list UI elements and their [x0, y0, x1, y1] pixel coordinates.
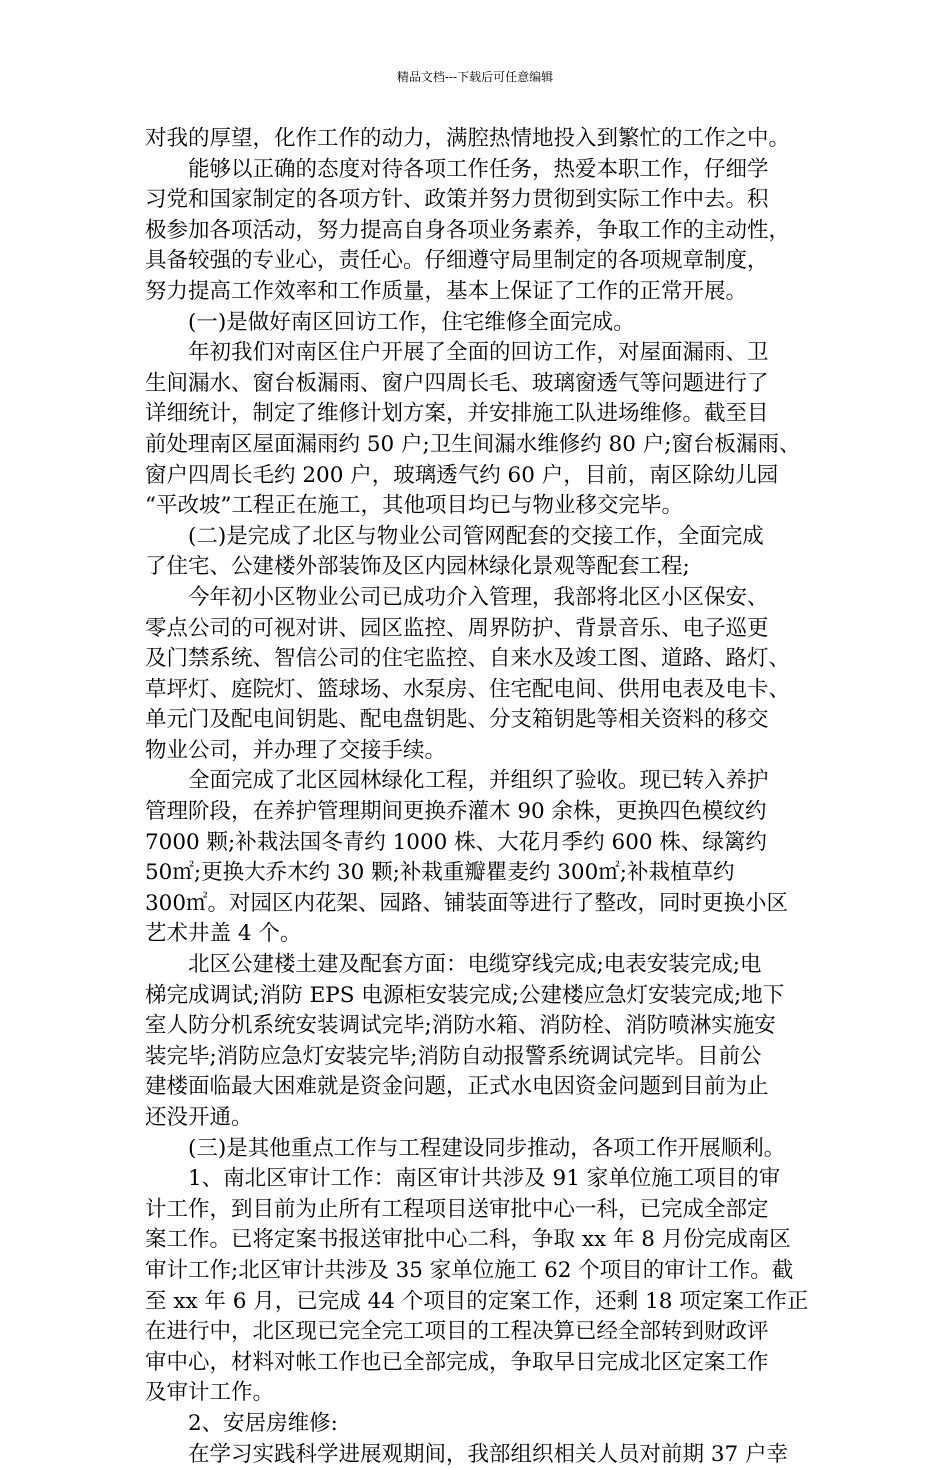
document-body — [145, 124, 813, 1470]
text-line: 至 xx 年 6 月，已完成 44 个项目的定案工作，还剩 18 项定案工作正 — [145, 1288, 809, 1314]
text-line: 草坪灯、庭院灯、篮球场、水泵房、住宅配电间、供用电表及电卡、 — [145, 676, 791, 702]
text-line: 能够以正确的态度对待各项工作任务，热爱本职工作，仔细学 — [188, 156, 769, 182]
text-line: 今年初小区物业公司已成功介入管理，我部将北区小区保安、 — [188, 584, 769, 610]
text-line: 极参加各项活动，努力提高自身各项业务素养，争取工作的主动性， — [145, 217, 791, 243]
text-line: 在学习实践科学进展观期间，我部组织相关人员对前期 37 户幸 — [188, 1441, 789, 1467]
text-line: 了住宅、公建楼外部装饰及区内园林绿化景观等配套工程; — [145, 554, 690, 580]
text-line: 艺术井盖 4 个。 — [145, 921, 302, 947]
text-line: 零点公司的可视对讲、园区监控、周界防护、背景音乐、电子巡更 — [145, 615, 769, 641]
text-line: 2、安居房维修: — [188, 1410, 338, 1436]
text-line: 北区公建楼土建及配套方面：电缆穿线完成;电表安装完成;电 — [188, 952, 762, 978]
text-line: 详细统计，制定了维修计划方案，并安排施工队进场维修。截至目 — [145, 401, 769, 427]
text-line: 全面完成了北区园林绿化工程，并组织了验收。现已转入养护 — [188, 768, 769, 794]
text-line: 案工作。已将定案书报送审批中心二科，争取 xx 年 8 月份完成南区 — [145, 1227, 791, 1253]
text-line: 装完毕;消防应急灯安装完毕;消防自动报警系统调试完毕。目前公 — [145, 1043, 762, 1069]
text-line: 单元门及配电间钥匙、配电盘钥匙、分支箱钥匙等相关资料的移交 — [145, 707, 769, 733]
text-line: 1、南北区审计工作：南区审计共涉及 91 家单位施工项目的审 — [188, 1166, 781, 1192]
text-line: 室人防分机系统安装调试完毕;消防水箱、消防栓、消防喷淋实施安 — [145, 1013, 776, 1039]
page-header: 精品文档---下载后可任意编辑 — [396, 70, 554, 84]
text-line: 努力提高工作效率和工作质量，基本上保证了工作的正常开展。 — [145, 278, 748, 304]
text-line: 具备较强的专业心，责任心。仔细遵守局里制定的各项规章制度， — [145, 248, 769, 274]
text-line: 7000 颗;补栽法国冬青约 1000 株、大花月季约 600 株、绿篱约 — [145, 829, 767, 855]
text-line: 50㎡;更换大乔木约 30 颗;补栽重瓣瞿麦约 300㎡;补栽植草约 — [145, 860, 735, 886]
text-line: 对我的厚望，化作工作的动力，满腔热情地投入到繁忙的工作之中。 — [145, 126, 791, 151]
text-line: (三)是其他重点工作与工程建设同步推动，各项工作开展顺利。 — [188, 1135, 786, 1161]
text-line: 生间漏水、窗台板漏雨、窗户四周长毛、玻璃窗透气等问题进行了 — [145, 370, 769, 396]
text-line: 管理阶段，在养护管理期间更换乔灌木 90 余株，更换四色模纹约 — [145, 799, 767, 825]
text-line: 审计工作;北区审计共涉及 35 家单位施工 62 个项目的审计工作。截 — [145, 1257, 794, 1283]
text-line: “平改坡”工程正在施工，其他项目均已与物业移交完毕。 — [145, 493, 683, 519]
text-line: 还没开通。 — [145, 1105, 253, 1130]
text-line: 年初我们对南区住户开展了全面的回访工作，对屋面漏雨、卫 — [188, 340, 769, 366]
text-line: 窗户四周长毛约 200 户，玻璃透气约 60 户，目前，南区除幼儿园 — [145, 462, 779, 488]
text-line: 计工作，到目前为止所有工程项目送审批中心一科，已完成全部定 — [145, 1196, 769, 1222]
text-line: 建楼面临最大困难就是资金问题，正式水电因资金问题到目前为止 — [145, 1074, 769, 1100]
text-line: (一)是做好南区回访工作，住宅维修全面完成。 — [188, 309, 635, 335]
text-line: 物业公司，并办理了交接手续。 — [145, 737, 447, 763]
text-line: 审中心，材料对帐工作也已全部完成，争取早日完成北区定案工作 — [145, 1349, 769, 1375]
text-line: 梯完成调试;消防 EPS 电源柜安装完成;公建楼应急灯安装完成;地下 — [145, 982, 785, 1008]
text-line: 前处理南区屋面漏雨约 50 户;卫生间漏水维修约 80 户;窗台板漏雨、 — [145, 431, 801, 457]
text-line: 习党和国家制定的各项方针、政策并努力贯彻到实际工作中去。积 — [145, 187, 769, 213]
text-line: 及审计工作。 — [145, 1380, 275, 1406]
text-line: (二)是完成了北区与物业公司管网配套的交接工作，全面完成 — [188, 523, 764, 549]
text-line: 在进行中，北区现已完全完工项目的工程决算已经全部转到财政评 — [145, 1319, 769, 1345]
text-line: 300㎡。对园区内花架、园路、铺装面等进行了整改，同时更换小区 — [145, 890, 789, 916]
text-line: 及门禁系统、智信公司的住宅监控、自来水及竣工图、道路、路灯、 — [145, 646, 791, 672]
